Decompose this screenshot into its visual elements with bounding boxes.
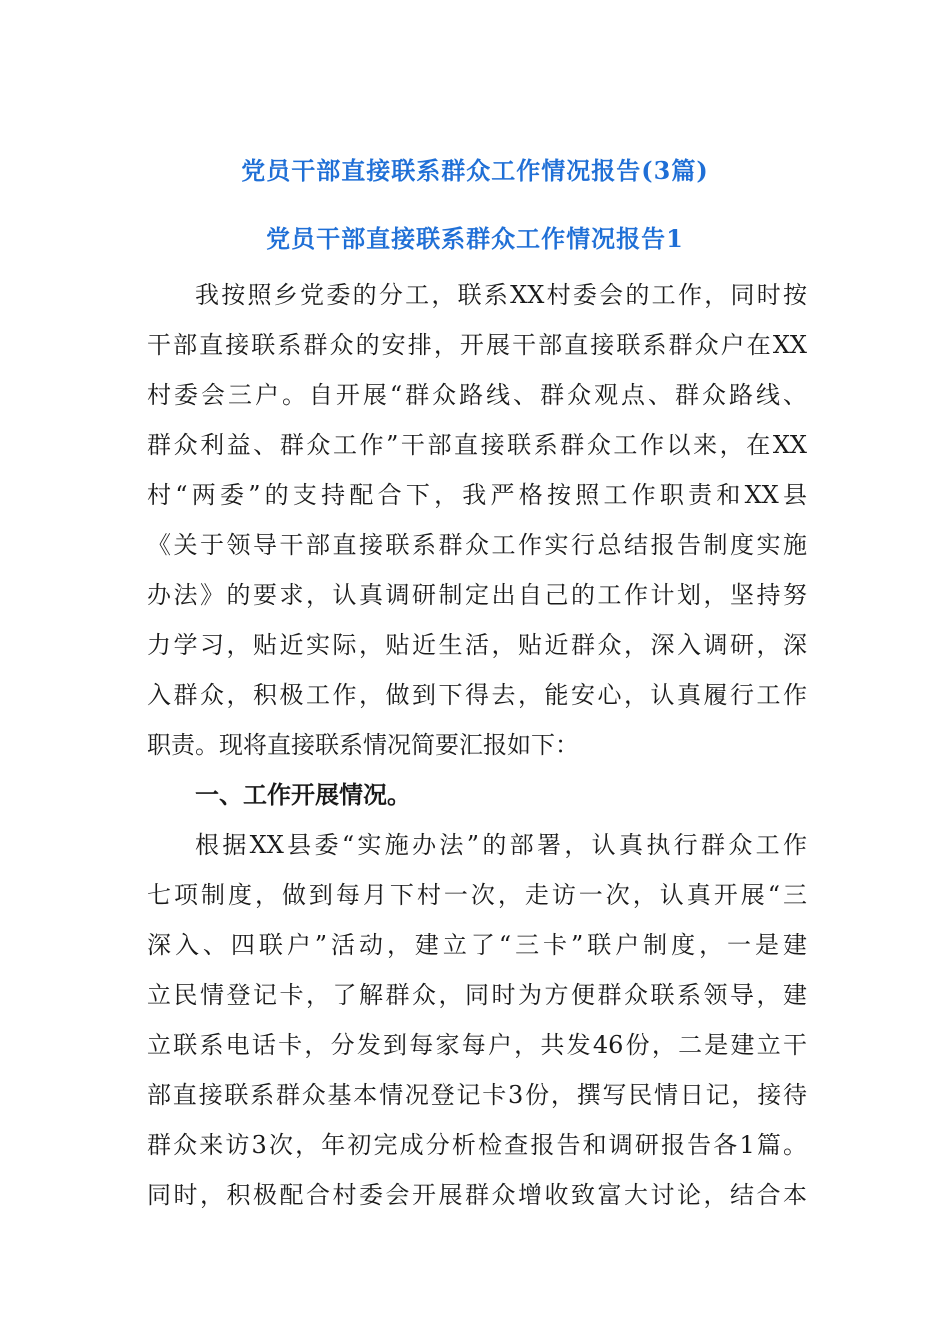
section-heading: 一、工作开展情况。 [195, 780, 411, 809]
text-line: 干部直接联系群众的安排，开展干部直接联系群众户在XX [147, 331, 807, 359]
text-line: 部直接联系群众基本情况登记卡3份，撰写民情日记，接待 [147, 1081, 807, 1109]
document-title: 党员干部直接联系群众工作情况报告(3篇) [241, 156, 709, 185]
text-line: 村委会三户。自开展“群众路线、群众观点、群众路线、 [147, 381, 807, 409]
text-line: 深入、四联户”活动，建立了“三卡”联户制度，一是建 [147, 931, 807, 959]
paragraph-intro [147, 280, 807, 780]
text-line: 根据XX县委“实施办法”的部署，认真执行群众工作 [195, 831, 807, 859]
text-line: 群众利益、群众工作”干部直接联系群众工作以来，在XX [147, 431, 807, 459]
text-line: 立联系电话卡，分发到每家每户，共发46份，二是建立干 [147, 1031, 807, 1059]
text-line: 我按照乡党委的分工，联系XX村委会的工作，同时按 [195, 281, 807, 309]
text-line: 群众来访3次，年初完成分析检查报告和调研报告各1篇。 [147, 1131, 807, 1159]
document-subtitle: 党员干部直接联系群众工作情况报告1 [266, 224, 684, 253]
text-line: 《关于领导干部直接联系群众工作实行总结报告制度实施 [147, 531, 807, 559]
text-line: 同时，积极配合村委会开展群众增收致富大讨论，结合本 [147, 1181, 807, 1209]
text-line: 立民情登记卡，了解群众，同时为方便群众联系领导，建 [147, 981, 807, 1009]
document-body [147, 280, 807, 1230]
paragraph-work-progress [147, 830, 807, 1230]
text-line: 职责。现将直接联系情况简要汇报如下： [147, 731, 579, 759]
text-line: 入群众，积极工作，做到下得去，能安心，认真履行工作 [147, 681, 807, 709]
text-line: 力学习，贴近实际，贴近生活，贴近群众，深入调研，深 [147, 631, 807, 659]
text-line: 村“两委”的支持配合下，我严格按照工作职责和XX县 [147, 481, 807, 509]
text-line: 七项制度，做到每月下村一次，走访一次，认真开展“三 [147, 881, 807, 909]
text-line: 办法》的要求，认真调研制定出自己的工作计划，坚持努 [147, 581, 807, 609]
